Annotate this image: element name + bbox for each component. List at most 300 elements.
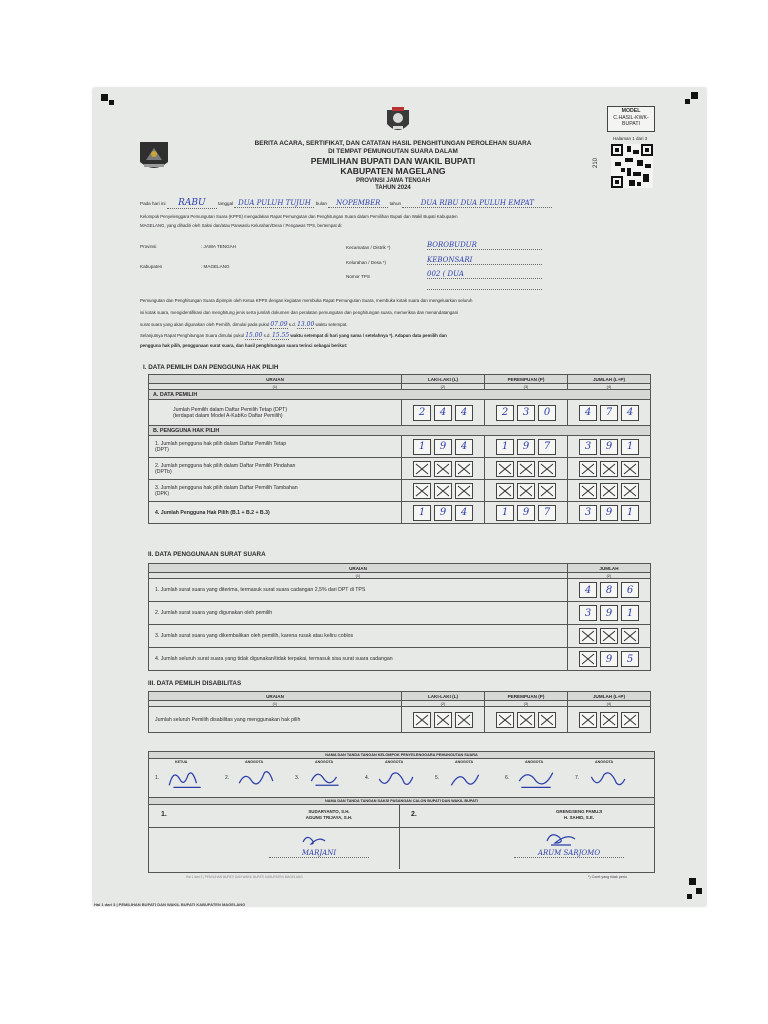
signature-number: 1. [155, 775, 160, 781]
divider [149, 827, 654, 828]
digit-box: 7 [538, 505, 556, 521]
row-label: 3. Jumlah surat suara yang dikembalikan oleh pemilih, karena rusak atau keliru coblos [149, 625, 568, 648]
cross-mark-icon [581, 485, 595, 497]
crossed-digit-box [413, 712, 431, 728]
cross-mark-icon [623, 630, 637, 642]
paragraph-text: s.d. [263, 333, 271, 338]
row-label-line: 2. Jumlah pengguna hak pilih dalam Daftar Pemilih Pindahan [155, 462, 296, 469]
digit-box: 1 [621, 439, 639, 455]
crossed-digit-box [579, 712, 597, 728]
saksi-2-candidates [529, 809, 629, 821]
value-cell [402, 400, 485, 426]
col-header: LAKI-LAKI (L) [402, 375, 485, 384]
digit-box: 4 [579, 405, 597, 421]
row-label-line: 1. Jumlah pengguna hak pilih dalam Daftar Pemilih Tetap [155, 440, 287, 447]
col-number: (1) [149, 573, 568, 579]
corner-marker [109, 100, 114, 105]
date-label: bulan [315, 201, 327, 206]
digit-box: 4 [434, 405, 452, 421]
crossed-digit-box [434, 461, 452, 477]
corner-marker [687, 894, 692, 899]
digit-box: 9 [434, 505, 452, 521]
digit-box: 3 [579, 505, 597, 521]
crossed-digit-box [600, 461, 618, 477]
crossed-digit-box [413, 483, 431, 499]
value-cell [568, 579, 651, 602]
digit-box: 9 [517, 505, 535, 521]
saksi-1-name: MARJANI [269, 849, 369, 858]
form-title-line: DI TEMPAT PEMUNGUTAN SUARA DALAM [328, 148, 458, 155]
form-title-provinsi: PROVINSI JAWA TENGAH [355, 178, 431, 184]
cross-mark-icon [519, 714, 533, 726]
saksi-signature-header: NAMA DAN TANDA TANGAN SAKSI PASANGAN CALON BUPATI DAN WAKIL BUPATI [149, 798, 654, 805]
col-number: (3) [485, 384, 568, 390]
kabupaten-magelang-logo-icon [138, 140, 170, 174]
date-label: tanggal [218, 201, 234, 206]
day-value: RABU [167, 198, 217, 209]
crossed-digit-box [579, 628, 597, 644]
crossed-digit-box [517, 483, 535, 499]
row-label: 4. Jumlah seluruh surat suara yang tidak digunakan/tidak terpakai, termasuk sisa surat suara cadangan [149, 648, 568, 671]
page-footer: Hal 1 dari 3 | PEMILIHAN BUPATI DAN WAKIL BUPATI KABUPATEN MAGELANG [94, 902, 246, 907]
paragraph-line: isi kotak suara, mengidentifikasi dan menghitung jenis serta jumlah dokumen dan peralatan pemungutan dan penghitungan suara, memeriksa dan menandatangani [140, 310, 459, 315]
tps-label: Nomor TPS [346, 274, 370, 279]
digit-box: 2 [496, 405, 514, 421]
digit-box: 9 [434, 439, 452, 455]
footer-note: *) Coret yang tidak perlu [588, 875, 627, 879]
kecamatan-label: Kecamatan / Distrik *) [346, 245, 391, 250]
crossed-digit-box [621, 712, 639, 728]
date-line [140, 198, 650, 209]
candidate-name: GRENGSENG PAMUJI [555, 809, 603, 814]
crossed-digit-box [434, 712, 452, 728]
digit-group [568, 582, 650, 598]
digit-box: 1 [413, 505, 431, 521]
digit-group [402, 505, 484, 521]
paragraph-line [140, 332, 660, 340]
paragraph-line [140, 321, 660, 329]
signature-mark-icon [375, 766, 417, 792]
model-line: MODEL [621, 108, 641, 114]
end-time: 13.00 [297, 321, 315, 328]
kelurahan-value: KEBONSARI [427, 256, 542, 265]
cross-mark-icon [602, 630, 616, 642]
signature-number: 2. [225, 775, 230, 781]
candidate-name: H. SAHID, S.E. [563, 815, 594, 820]
value-cell [402, 502, 485, 524]
digit-box: 1 [413, 439, 431, 455]
cross-mark-icon [436, 714, 450, 726]
month-value: NOPEMBER [328, 199, 388, 208]
count-start-time: 15.00 [245, 332, 263, 339]
signature-role: ANGGOTA [385, 760, 404, 764]
kabupaten-label: Kabupaten [140, 264, 163, 269]
kelurahan-label: Kelurahan / Desa *) [346, 260, 387, 265]
digit-box: 8 [600, 582, 618, 598]
digit-box: 4 [455, 439, 473, 455]
cross-mark-icon [498, 463, 512, 475]
row-label [149, 458, 402, 480]
col-number: (2) [568, 573, 651, 579]
section-2-rows [149, 579, 651, 671]
digit-box: 3 [579, 439, 597, 455]
start-time: 07.09 [270, 321, 288, 328]
value-cell [568, 502, 651, 524]
col-number: (1) [149, 701, 402, 707]
corner-marker [689, 878, 696, 885]
tps-blank-line [427, 285, 542, 290]
year-value: DUA RIBU DUA PULUH EMPAT [402, 199, 552, 208]
table-row [149, 602, 651, 625]
row-label-line: (terdapat dalam Model A-KabKo Daftar Pemilih) [173, 412, 283, 419]
section-2-title: II. DATA PENGGUNAAN SURAT SUARA [148, 551, 266, 558]
cross-mark-icon [581, 630, 595, 642]
col-number: (2) [402, 701, 485, 707]
digit-box: 5 [621, 651, 639, 667]
section-3-table [148, 691, 651, 733]
signature-mark-icon [165, 766, 207, 792]
digit-box: 0 [538, 405, 556, 421]
signature-role: ANGGOTA [595, 760, 614, 764]
saksi-2-name: ARUM SARJOMO [514, 849, 624, 858]
col-number: (4) [568, 701, 651, 707]
col-header: JUMLAH (L+P) [568, 375, 651, 384]
row-label [149, 480, 402, 502]
digit-box: 9 [600, 505, 618, 521]
cross-mark-icon [540, 714, 554, 726]
kpu-logo-icon [384, 106, 412, 136]
subsection-b-rows [149, 436, 651, 524]
crossed-digit-box [538, 483, 556, 499]
row-label-line: (DPT) [155, 446, 169, 453]
row-label-line: Jumlah Pemilih dalam Daftar Pemilih Tetap (DPT) [173, 406, 288, 413]
crossed-digit-box [434, 483, 452, 499]
saksi-2-number: 2. [411, 811, 417, 818]
digit-box: 7 [538, 439, 556, 455]
digit-group [485, 439, 567, 455]
value-cell [485, 458, 568, 480]
digit-box: 9 [600, 651, 618, 667]
corner-marker [101, 94, 108, 101]
saksi-1-candidates [279, 809, 379, 821]
saksi-1-number: 1. [161, 811, 167, 818]
value-cell [402, 480, 485, 502]
date-label: Pada hari ini [140, 201, 166, 206]
provinsi-value: : JAWA TENGAH [201, 244, 237, 249]
paragraph-text: waktu setempat di hari yang sama / setelahnya *). Adapun data pemilih dan [290, 333, 447, 338]
signature-role: KETUA [175, 760, 188, 764]
candidate-name: AGUNG TRIJAYA, S.H. [305, 815, 353, 820]
provinsi-label: Provinsi [140, 244, 157, 249]
date-value: DUA PULUH TUJUH [234, 199, 314, 208]
digit-group [485, 505, 567, 521]
digit-group [402, 483, 484, 499]
row-label-line: 4. Jumlah Pengguna Hak Pilih (B.1 + B.2 + B.3) [155, 509, 270, 516]
digit-box: 4 [621, 405, 639, 421]
signature-block [148, 751, 655, 873]
digit-group [568, 712, 650, 728]
cross-mark-icon [415, 485, 429, 497]
paragraph-text: surat suara yang akan digunakan oleh Pemilih, dimulai pada pukul [140, 322, 270, 327]
crossed-digit-box [600, 628, 618, 644]
col-header: URAIAN [149, 564, 568, 573]
value-cell [568, 400, 651, 426]
value-cell [485, 436, 568, 458]
col-header: JUMLAH (L+P) [568, 692, 651, 701]
crossed-digit-box [517, 461, 535, 477]
count-end-time: 15.55 [271, 332, 290, 339]
digit-box: 2 [413, 405, 431, 421]
cross-mark-icon [415, 463, 429, 475]
digit-box: 1 [621, 605, 639, 621]
form-title-main: PEMILIHAN BUPATI DAN WAKIL BUPATI [310, 156, 476, 166]
row-label: 1. Jumlah surat suara yang diterima, termasuk surat suara cadangan 2,5% dari DPT di TPS [149, 579, 568, 602]
value-cell [485, 400, 568, 426]
value-cell [568, 480, 651, 502]
cross-mark-icon [436, 485, 450, 497]
digit-group [568, 651, 650, 667]
signature-number: 7. [575, 775, 580, 781]
table-row [149, 458, 651, 480]
digit-box: 1 [496, 505, 514, 521]
digit-group [568, 605, 650, 621]
col-number: (2) [402, 384, 485, 390]
table-row [149, 707, 651, 733]
signature-mark-icon [515, 766, 557, 792]
row-label: 2. Jumlah surat suara yang digunakan oleh pemilih [149, 602, 568, 625]
tps-value: 002 ( DUA [427, 270, 542, 279]
cross-mark-icon [623, 714, 637, 726]
corner-marker [696, 888, 702, 894]
crossed-digit-box [455, 483, 473, 499]
subsection-a-title: A. DATA PEMILIH [149, 390, 651, 400]
corner-marker [691, 92, 698, 99]
signature-number: 3. [295, 775, 300, 781]
model-line: BUPATI [622, 121, 640, 127]
crossed-digit-box [600, 483, 618, 499]
section-2-table [148, 563, 651, 671]
crossed-digit-box [579, 651, 597, 667]
signature-mark-icon [585, 766, 627, 792]
cross-mark-icon [415, 714, 429, 726]
paragraph-text: waktu setempat. [315, 322, 348, 327]
paragraph-line: Pemungutan dan Penghitungan Suara dipimpin oleh Ketua KPPS dengan kegiatan membuka Rapat Pemungutan Suara, membuka kotak suara dan mengeluarkan seluruh [140, 298, 473, 303]
digit-group [568, 439, 650, 455]
cross-mark-icon [457, 463, 471, 475]
digit-box: 4 [579, 582, 597, 598]
crossed-digit-box [579, 461, 597, 477]
model-label-box [607, 106, 655, 132]
cross-mark-icon [602, 485, 616, 497]
subsection-b-title: B. PENGGUNA HAK PILIH [149, 426, 651, 436]
signature-role: ANGGOTA [315, 760, 334, 764]
row-label-line: (DPTb) [155, 468, 172, 475]
form-title-year: TAHUN 2024 [375, 185, 411, 191]
col-header: LAKI-LAKI (L) [402, 692, 485, 701]
col-number: (4) [568, 384, 651, 390]
section-1-table [148, 374, 651, 524]
digit-box: 3 [517, 405, 535, 421]
crossed-digit-box [517, 712, 535, 728]
value-cell [402, 707, 485, 733]
table-row [149, 625, 651, 648]
col-number: (3) [485, 701, 568, 707]
digit-box: 4 [455, 405, 473, 421]
value-cell [485, 707, 568, 733]
model-line: C.HASIL-KWK- [613, 114, 649, 121]
signature-number: 4. [365, 775, 370, 781]
crossed-digit-box [621, 483, 639, 499]
col-number: (1) [149, 384, 402, 390]
crossed-digit-box [413, 461, 431, 477]
cross-mark-icon [519, 485, 533, 497]
col-header: URAIAN [149, 692, 402, 701]
signature-role: ANGGOTA [245, 760, 264, 764]
cross-mark-icon [519, 463, 533, 475]
crossed-digit-box [621, 461, 639, 477]
row-label-line: 3. Jumlah pengguna hak pilih dalam Daftar Pemilih Tambahan [155, 484, 298, 491]
value-cell [485, 502, 568, 524]
crossed-digit-box [621, 628, 639, 644]
digit-group [485, 712, 567, 728]
date-line-continuation: Kelompok Penyelenggara Pemungutan Suara (KPPS) mengadakan Rapat Pemungutan dan Penghitungan Suara dalam Pemilihan Bupati dan Wakil Bupati Kabupaten [140, 214, 458, 219]
digit-box: 6 [621, 582, 639, 598]
date-label: tahun [389, 201, 402, 206]
digit-box: 4 [455, 505, 473, 521]
crossed-digit-box [579, 483, 597, 499]
form-title-kabupaten: KABUPATEN MAGELANG [340, 166, 446, 176]
cross-mark-icon [457, 485, 471, 497]
cross-mark-icon [581, 463, 595, 475]
signature-mark-icon [235, 766, 277, 792]
row-label: Jumlah seluruh Pemilih disabilitas yang menggunakan hak pilih [149, 707, 402, 733]
paragraph-text: Selanjutnya Rapat Penghitungan Suara dimulai pukul [140, 333, 244, 338]
cross-mark-icon [457, 714, 471, 726]
paragraph-text: s.d. [288, 322, 296, 327]
value-cell [568, 458, 651, 480]
value-cell [568, 602, 651, 625]
table-row [149, 502, 651, 524]
crossed-digit-box [455, 712, 473, 728]
crossed-digit-box [496, 483, 514, 499]
row-label-line: (DPK) [155, 490, 170, 497]
cross-mark-icon [581, 714, 595, 726]
table-row [149, 480, 651, 502]
value-cell [402, 458, 485, 480]
cross-mark-icon [602, 463, 616, 475]
kpps-signature-row [149, 759, 654, 798]
side-number: 210 [593, 157, 600, 169]
crossed-digit-box [496, 712, 514, 728]
cross-mark-icon [498, 485, 512, 497]
table-row [149, 648, 651, 671]
digit-box: 1 [496, 439, 514, 455]
crossed-digit-box [538, 461, 556, 477]
crossed-digit-box [455, 461, 473, 477]
digit-group [568, 628, 650, 644]
signature-mark-icon [305, 766, 347, 792]
form-title-line: BERITA ACARA, SERTIFIKAT, DAN CATATAN HASIL PENGHITUNGAN PEROLEHAN SUARA [254, 140, 532, 147]
digit-box: 1 [621, 505, 639, 521]
corner-marker [685, 99, 690, 104]
candidate-name: SUDARYANTO, S.H. [308, 809, 350, 814]
crossed-digit-box [496, 461, 514, 477]
cross-mark-icon [540, 463, 554, 475]
signature-number: 6. [505, 775, 510, 781]
digit-group [485, 483, 567, 499]
row-label [149, 436, 402, 458]
date-line-continuation: MAGELANG, yang dihadiri oleh Saksi dan/atau Panwaslu Kelurahan/Desa / Pengawas TPS, bertempat di: [140, 223, 343, 228]
divider [399, 805, 400, 869]
qr-code-icon [611, 144, 653, 188]
section-3-title: III. DATA PEMILIH DISABILITAS [148, 680, 242, 687]
value-cell [402, 436, 485, 458]
col-header: JUMLAH [568, 564, 651, 573]
paragraph-line: pengguna hak pilih, penggunaan surat suara, dan hasil penghitungan suara terinci sebagai berikut: [140, 343, 348, 348]
signature-mark-icon [299, 832, 329, 848]
table-row [149, 579, 651, 602]
digit-group [402, 461, 484, 477]
digit-group [402, 712, 484, 728]
signature-mark-icon [445, 766, 487, 792]
digit-box: 9 [600, 605, 618, 621]
row-label [149, 502, 402, 524]
saksi-signature-row [149, 805, 654, 869]
digit-group [485, 461, 567, 477]
cross-mark-icon [623, 485, 637, 497]
digit-group [568, 461, 650, 477]
digit-box: 9 [517, 439, 535, 455]
cross-mark-icon [540, 485, 554, 497]
table-row [149, 436, 651, 458]
col-header: PEREMPUAN (P) [485, 375, 568, 384]
value-cell [568, 625, 651, 648]
digit-group [568, 505, 650, 521]
digit-box: 9 [600, 439, 618, 455]
digit-box: 3 [579, 605, 597, 621]
table-row [149, 400, 651, 426]
crossed-digit-box [600, 712, 618, 728]
cross-mark-icon [602, 714, 616, 726]
signature-role: ANGGOTA [455, 760, 474, 764]
col-header: PEREMPUAN (P) [485, 692, 568, 701]
value-cell [568, 436, 651, 458]
row-label [149, 400, 402, 426]
digit-group [568, 483, 650, 499]
cross-mark-icon [436, 463, 450, 475]
value-cell [485, 480, 568, 502]
cross-mark-icon [581, 653, 595, 665]
value-cell [568, 707, 651, 733]
page-label: Halaman 1 dari 3 [613, 136, 648, 141]
col-header: URAIAN [149, 375, 402, 384]
signature-mark-icon [541, 829, 581, 849]
signature-number: 5. [435, 775, 440, 781]
digit-group [402, 439, 484, 455]
crossed-digit-box [538, 712, 556, 728]
kpps-signature-header: NAMA DAN TANDA TANGAN KELOMPOK PENYELENGGARA PEMUNGUTAN SUARA [149, 752, 654, 759]
digit-box: 7 [600, 405, 618, 421]
section-1-title: I. DATA PEMILIH DAN PENGGUNA HAK PILIH [143, 364, 279, 371]
kecamatan-value: BOROBUDUR [427, 241, 542, 250]
ballot-result-form [93, 88, 706, 906]
value-cell [568, 648, 651, 671]
kabupaten-value: : MAGELANG [201, 264, 230, 269]
footer-note-small: Hal 1 dari 3 | PEMILIHAN BUPATI DAN WAKIL BUPATI KABUPATEN MAGELANG [186, 875, 303, 879]
cross-mark-icon [498, 714, 512, 726]
cross-mark-icon [623, 463, 637, 475]
signature-role: ANGGOTA [525, 760, 544, 764]
